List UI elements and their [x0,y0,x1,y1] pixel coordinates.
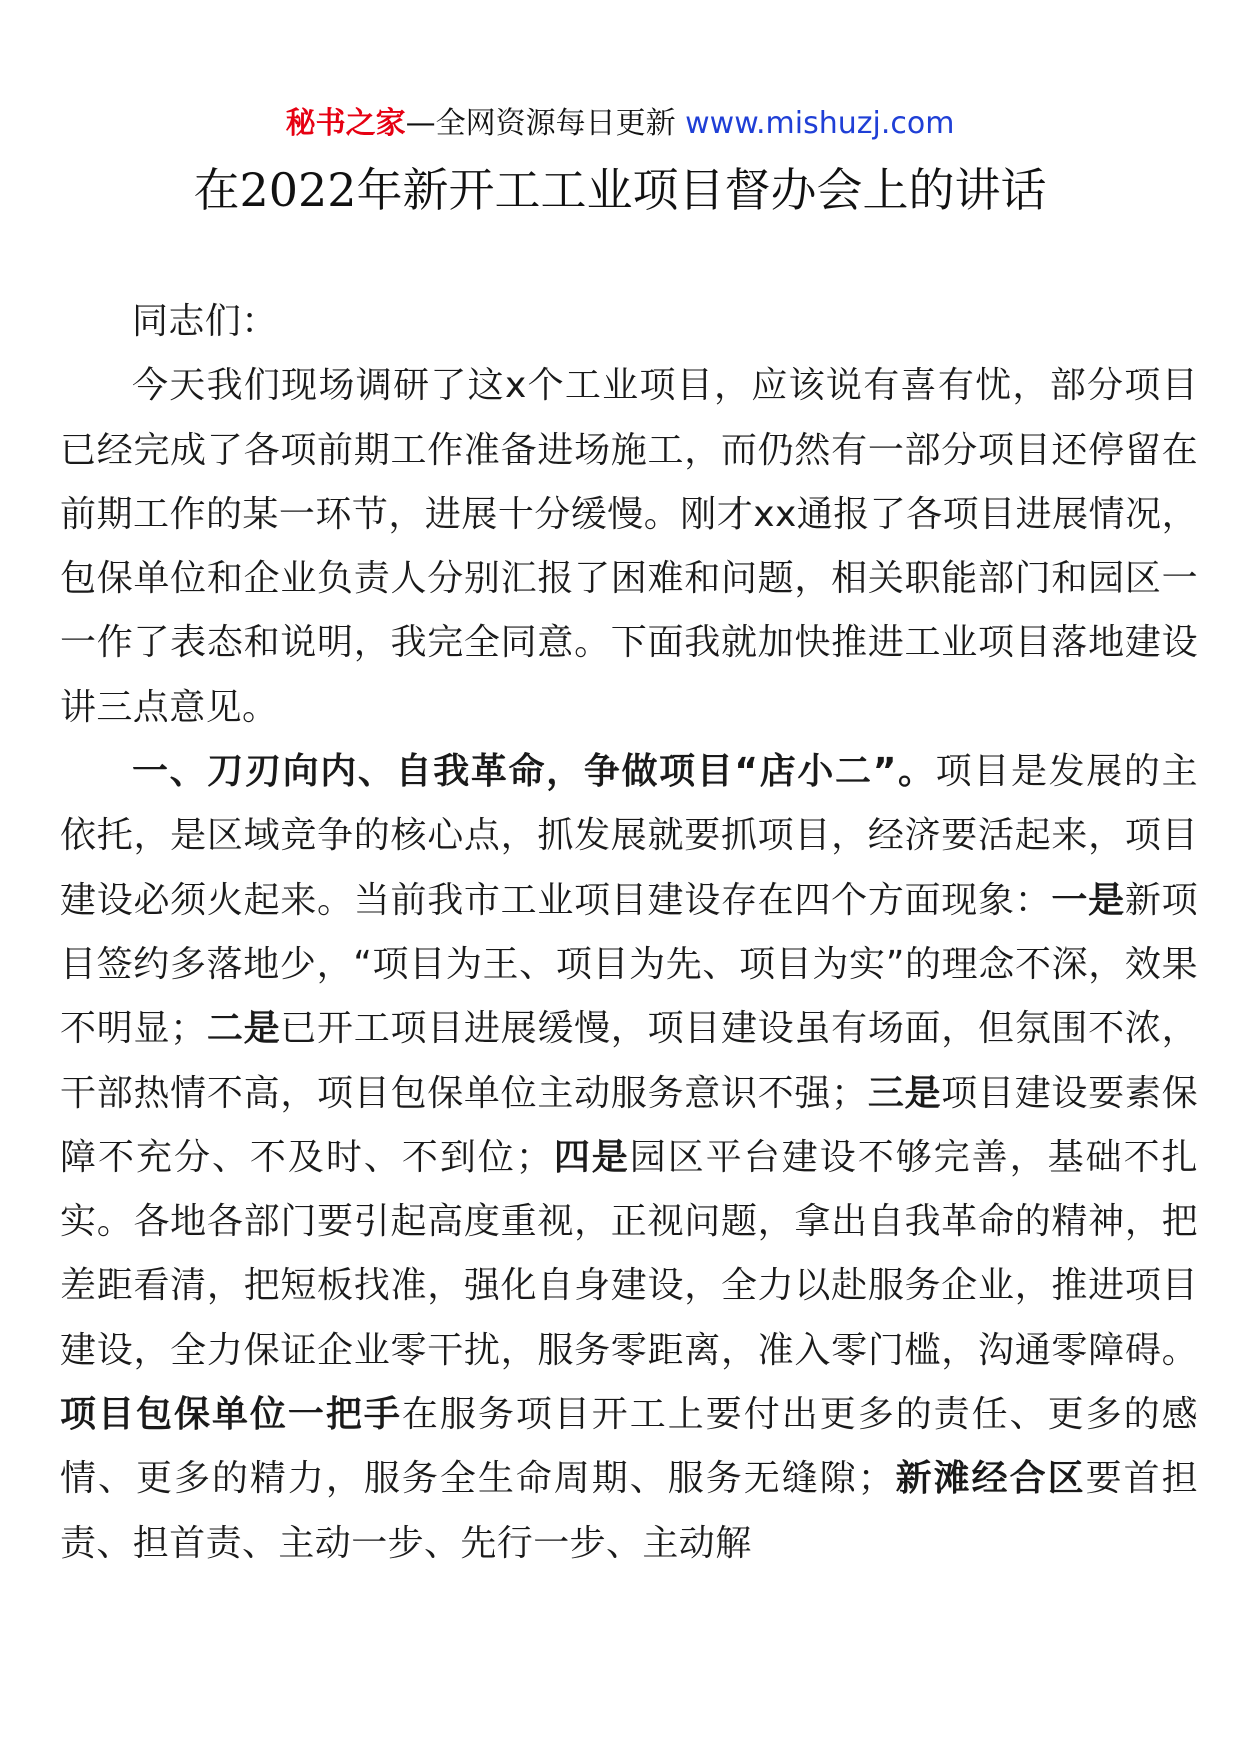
site-url[interactable]: www.mishuzj.com [685,106,955,141]
salutation: 同志们： [132,301,278,342]
point-4-text: 园区平台建设不够完善，基础不扎实。各地各部门要引起高度重视，正视问题，拿出自我革命的精神，把差距看清，把短板找准，强化自身建设，全力以赴服务企业，推进项目建设，全力保证企业零干扰，服务零距离，准入零门槛，沟通零障碍。 [60,1136,1198,1371]
point-2-text: 已开工项目进展缓慢，项目建设虽有场面，但氛围不浓，干部热情不高，项目包保单位主动服务意识不强； [60,1008,1198,1114]
document-body [60,290,1198,1576]
zone-text: 要首担责、担首责、主动一步、先行一步、主动解 [60,1458,1198,1564]
point-1-text: 新项目签约多落地少，“项目为王、项目为先、项目为实”的理念不深，效果不明显； [60,879,1198,1050]
section-1-paragraph [60,740,1198,1576]
document-title: 在2022年新开工工业项目督办会上的讲话 [193,163,1047,217]
zone-label: 新滩经合区 [894,1458,1086,1500]
section-1-heading: 一、刀刃向内、自我革命，争做项目“店小二”。 [132,751,936,793]
brand-name: 秘书之家 [285,106,406,141]
header-tagline: —全网资源每日更新 [405,106,686,141]
point-1-label: 一是 [1051,879,1125,921]
site-header [0,104,1240,144]
section-1-text: 项目是发展的主依托，是区域竞争的核心点，抓发展就要抓项目，经济要活起来，项目建设必须火起来。当前我市工业项目建设存在四个方面现象： [60,751,1198,921]
point-2-label: 二是 [206,1008,281,1050]
point-3-label: 三是 [867,1072,942,1114]
responsible-unit-label: 项目包保单位一把手 [60,1394,402,1436]
intro-paragraph: 今天我们现场调研了这x个工业项目，应该说有喜有忧，部分项目已经完成了各项前期工作准备进场施工，而仍然有一部分项目还停留在前期工作的某一环节，进展十分缓慢。刚才xx通报了各项目进展情况，包保单位和企业负责人分别汇报了困难和问题，相关职能部门和园区一一作了表态和说明，我完全同意。下面我就加快推进工业项目落地建设讲三点意见。 [60,365,1198,728]
point-3-text: 项目建设要素保障不充分、不及时、不到位； [60,1072,1198,1178]
responsible-unit-text: 在服务项目开工上要付出更多的责任、更多的感情、更多的精力，服务全生命周期、服务无缝隙； [60,1394,1198,1500]
point-4-label: 四是 [552,1136,630,1178]
